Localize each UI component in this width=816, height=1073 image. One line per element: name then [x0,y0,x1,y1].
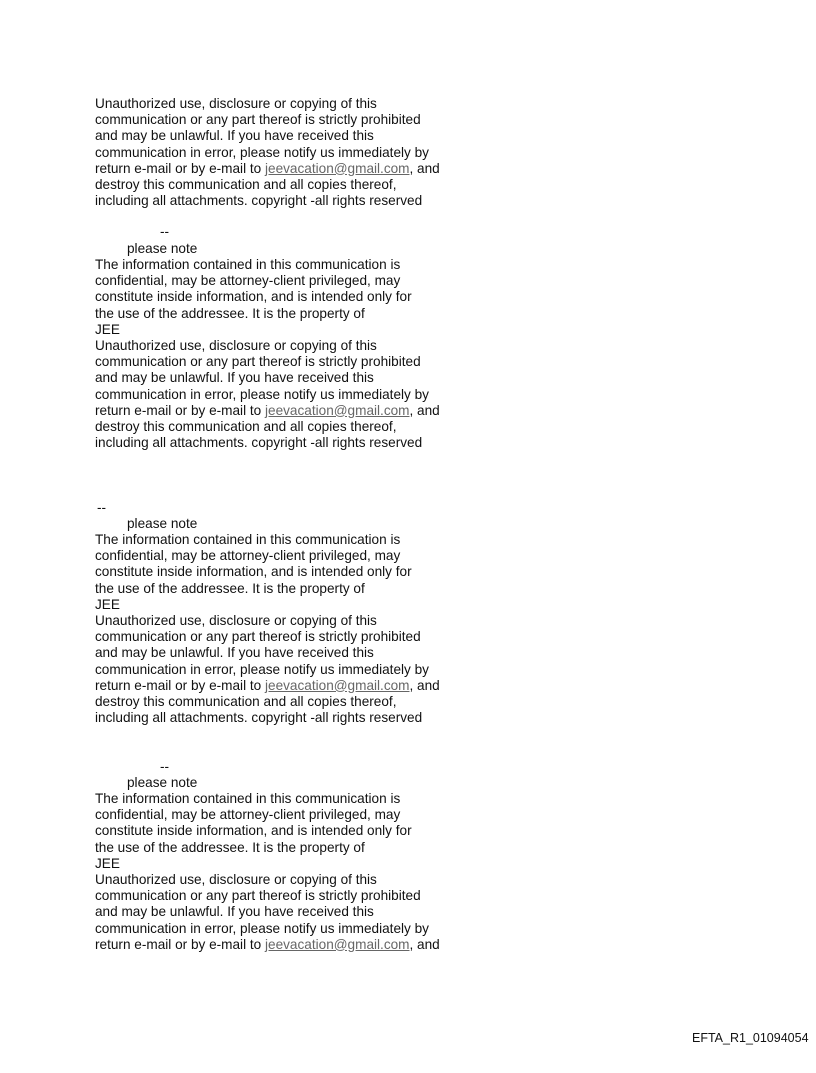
text-line: communication in error, please notify us immediately by [95,144,429,160]
notice-block [95,532,440,726]
text-segment: , and [409,936,440,952]
text-line: Unauthorized use, disclosure or copying of this [95,96,377,111]
text-line: including all attachments. copyright -all rights reserved [95,435,423,451]
text-line [95,937,440,953]
text-line: constitute inside information, and is intended only for [95,564,412,580]
please-note-label: please note [127,241,198,256]
text-line: the use of the addressee. It is the property of [95,580,365,596]
email-link[interactable]: jeevacation@gmail.com [264,402,410,418]
text-line: communication in error, please notify us immediately by [95,661,429,677]
document-id: EFTA_R1_01094054 [692,1031,809,1045]
text-line: destroy this communication and all copies thereof, [95,176,397,192]
text-line: The information contained in this communication is [95,257,401,272]
text-line: and may be unlawful. If you have received this [95,904,374,920]
text-line: the use of the addressee. It is the property of [95,839,365,855]
separator: -- [160,224,170,239]
email-link[interactable]: jeevacation@gmail.com [264,936,410,952]
notice-block [95,257,440,451]
text-line: communication in error, please notify us immediately by [95,920,429,936]
text-line: including all attachments. copyright -all rights reserved [95,710,423,726]
text-line: destroy this communication and all copies thereof, [95,693,397,709]
text-line: and may be unlawful. If you have received this [95,645,374,661]
text-segment: return e-mail or by e-mail to [95,936,265,952]
text-line: Unauthorized use, disclosure or copying of this [95,337,377,353]
text-segment: , and [409,402,440,418]
text-line: communication in error, please notify us immediately by [95,386,429,402]
disclaimer-block [95,96,440,209]
text-line: constitute inside information, and is intended only for [95,823,412,839]
text-line: confidential, may be attorney-client privileged, may [95,273,401,289]
text-line: confidential, may be attorney-client privileged, may [95,548,401,564]
text-segment: return e-mail or by e-mail to [95,160,265,176]
text-line: JEE [95,596,120,612]
text-line: The information contained in this communication is [95,791,401,806]
text-line: Unauthorized use, disclosure or copying of this [95,612,377,628]
text-line: communication or any part thereof is strictly prohibited [95,629,421,645]
notice-block [95,791,440,953]
text-line [95,161,440,177]
text-line: constitute inside information, and is intended only for [95,289,412,305]
email-link[interactable]: jeevacation@gmail.com [264,677,410,693]
text-line: including all attachments. copyright -all rights reserved [95,193,423,209]
text-segment: return e-mail or by e-mail to [95,402,265,418]
text-line: JEE [95,321,120,337]
text-line: The information contained in this communication is [95,532,401,547]
email-link[interactable]: jeevacation@gmail.com [264,160,410,176]
text-line: Unauthorized use, disclosure or copying of this [95,871,377,887]
text-segment: , and [409,160,440,176]
text-line: communication or any part thereof is strictly prohibited [95,888,421,904]
text-segment: , and [409,677,440,693]
text-line: the use of the addressee. It is the property of [95,305,365,321]
text-line: communication or any part thereof is strictly prohibited [95,112,421,128]
text-line: confidential, may be attorney-client privileged, may [95,807,401,823]
separator: -- [160,759,170,774]
text-segment: return e-mail or by e-mail to [95,677,265,693]
please-note-label: please note [127,516,198,531]
text-line: communication or any part thereof is strictly prohibited [95,354,421,370]
text-line [95,678,440,694]
please-note-label: please note [127,775,198,790]
text-line: and may be unlawful. If you have received this [95,370,374,386]
text-line: and may be unlawful. If you have received this [95,128,374,144]
separator: -- [97,500,107,515]
text-line: JEE [95,855,120,871]
text-line [95,403,440,419]
text-line: destroy this communication and all copies thereof, [95,418,397,434]
